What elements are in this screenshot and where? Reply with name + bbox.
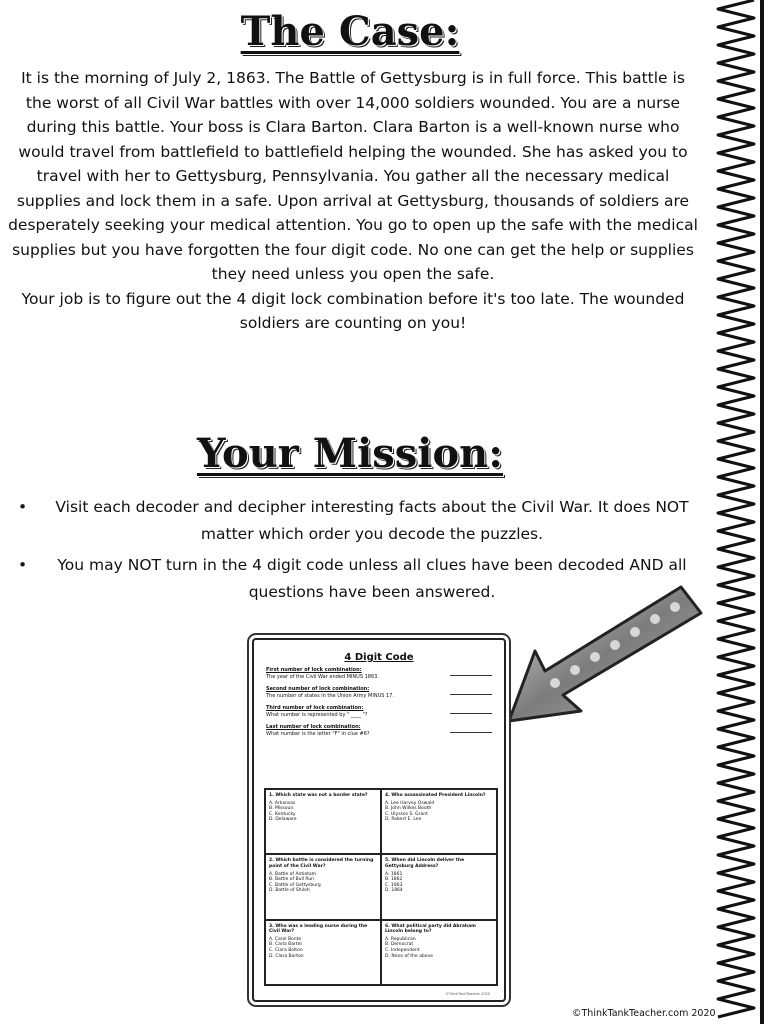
quiz-question: [265, 920, 381, 985]
lock-label: Second number of lock combination:: [266, 686, 370, 692]
zigzag-border-decoration: [710, 0, 768, 1024]
mission-bullet: • Visit each decoder and decipher interesting facts about the Civil War. It does NOT matter which order you decode the puzzles.: [12, 494, 702, 548]
quiz-grid: [264, 788, 498, 986]
question-text: 6. What political party did Abraham Lincoln belong to?: [385, 923, 476, 935]
answer-line: [450, 713, 492, 714]
quiz-question: [381, 854, 497, 919]
question-option: C. Ulysses S. Grant: [385, 811, 428, 817]
question-text: 3. Who was a leading nurse during the Civil War?: [269, 923, 368, 935]
sheet-title: 4 Digit Code: [344, 652, 414, 663]
answer-line: [450, 675, 492, 676]
lock-item: [266, 705, 492, 718]
copyright-text: ©ThinkTankTeacher.com 2020: [572, 1008, 716, 1019]
question-option: C. Battle of Gettysburg: [269, 882, 321, 888]
arrow-pointer-icon: [505, 585, 705, 730]
question-option: C. 1863: [385, 882, 403, 888]
question-option: D. Robert E. Lee: [385, 817, 422, 823]
question-option: D. Delaware: [269, 817, 297, 823]
question-option: B. Carla Barter: [269, 942, 303, 948]
mission-bullet: • You may NOT turn in the 4 digit code unless all clues have been decoded AND all questions have been answered.: [12, 552, 702, 606]
question-option: A. Lee Harvey Oswald: [385, 800, 435, 806]
lock-text: What number is the letter "F" in clue #6?: [266, 730, 370, 737]
question-option: B. Democrat: [385, 942, 414, 948]
case-title: The Case:: [240, 8, 460, 55]
question-option: B. John Wilkes Booth: [385, 806, 432, 812]
lock-text: The number of states in the Union Army MINUS 17.: [266, 692, 394, 699]
quiz-question: [265, 789, 381, 854]
lock-label: First number of lock combination:: [266, 667, 362, 673]
question-option: A. Battle of Antietam: [269, 871, 317, 877]
question-text: 2. Which battle is considered the turning point of the Civil War?: [269, 858, 374, 869]
question-option: C. Independent: [385, 948, 420, 954]
lock-label: Third number of lock combination:: [266, 705, 364, 711]
question-option: D. 1864: [385, 888, 403, 894]
question-option: A. Arkansas: [269, 800, 296, 806]
lock-text: The year of the Civil War ended MINUS 1863.: [266, 673, 379, 680]
question-option: B. Missouri: [269, 806, 294, 812]
question-text: 5. When did Lincoln deliver the Gettysburg Address?: [385, 858, 465, 869]
answer-line: [450, 694, 492, 695]
question-text: 4. Who assassinated President Lincoln?: [385, 793, 486, 798]
lock-item: [266, 667, 492, 680]
answer-line: [450, 732, 492, 733]
quiz-question: [381, 789, 497, 854]
lock-item: [266, 686, 492, 699]
question-option: B. Battle of Bull Run: [269, 877, 315, 883]
lock-text: What number is represented by " ____ "?: [266, 711, 368, 718]
worksheet-preview: [252, 638, 506, 1002]
question-option: D. Clara Barton: [269, 953, 304, 959]
question-option: A. 1861: [385, 871, 403, 877]
question-option: A. Carol Bonte: [269, 936, 302, 942]
question-option: D. None of the above: [385, 953, 433, 959]
question-option: C. Kentucky: [269, 811, 296, 817]
quiz-question: [381, 920, 497, 985]
question-text: 1. Which state was not a border state?: [269, 793, 368, 798]
sheet-footer: ©ThinkTankTeacher 2020: [445, 992, 490, 996]
question-option: A. Republican: [385, 936, 416, 942]
quiz-question: [265, 854, 381, 919]
question-option: B. 1862: [385, 877, 403, 883]
lock-item: [266, 724, 492, 737]
case-story: [8, 66, 698, 336]
question-option: D. Battle of Shiloh: [269, 888, 310, 894]
question-option: C. Clara Bolton: [269, 948, 303, 954]
case-paragraph: Your job is to figure out the 4 digit lock combination before it's too late. The wounded soldiers are counting on you!: [21, 289, 685, 332]
lock-label: Last number of lock combination:: [266, 724, 361, 730]
case-paragraph: It is the morning of July 2, 1863. The Battle of Gettysburg is in full force. This battle is the worst of all Civil War battles with over 14,000 soldiers wounded. You are a nurse during this battle. Your boss is Clara Barton. Clara Barton is a well-known nurse who would travel from battlefield to battlefield helping the wounded. She has asked you to travel with her to Gettysburg, Pennsylvania. You gather all the necessary medical supplies and lock them in a safe. Upon arrival at Gettysburg, thousands of soldiers are desperately seeking your medical attention. You go to open up the safe with the medical supplies but you have forgotten the four digit code. No one can get the help or supplies they need unless you open the safe.: [8, 69, 698, 283]
mission-title: Your Mission:: [196, 430, 504, 477]
lock-combination-list: [254, 663, 504, 737]
